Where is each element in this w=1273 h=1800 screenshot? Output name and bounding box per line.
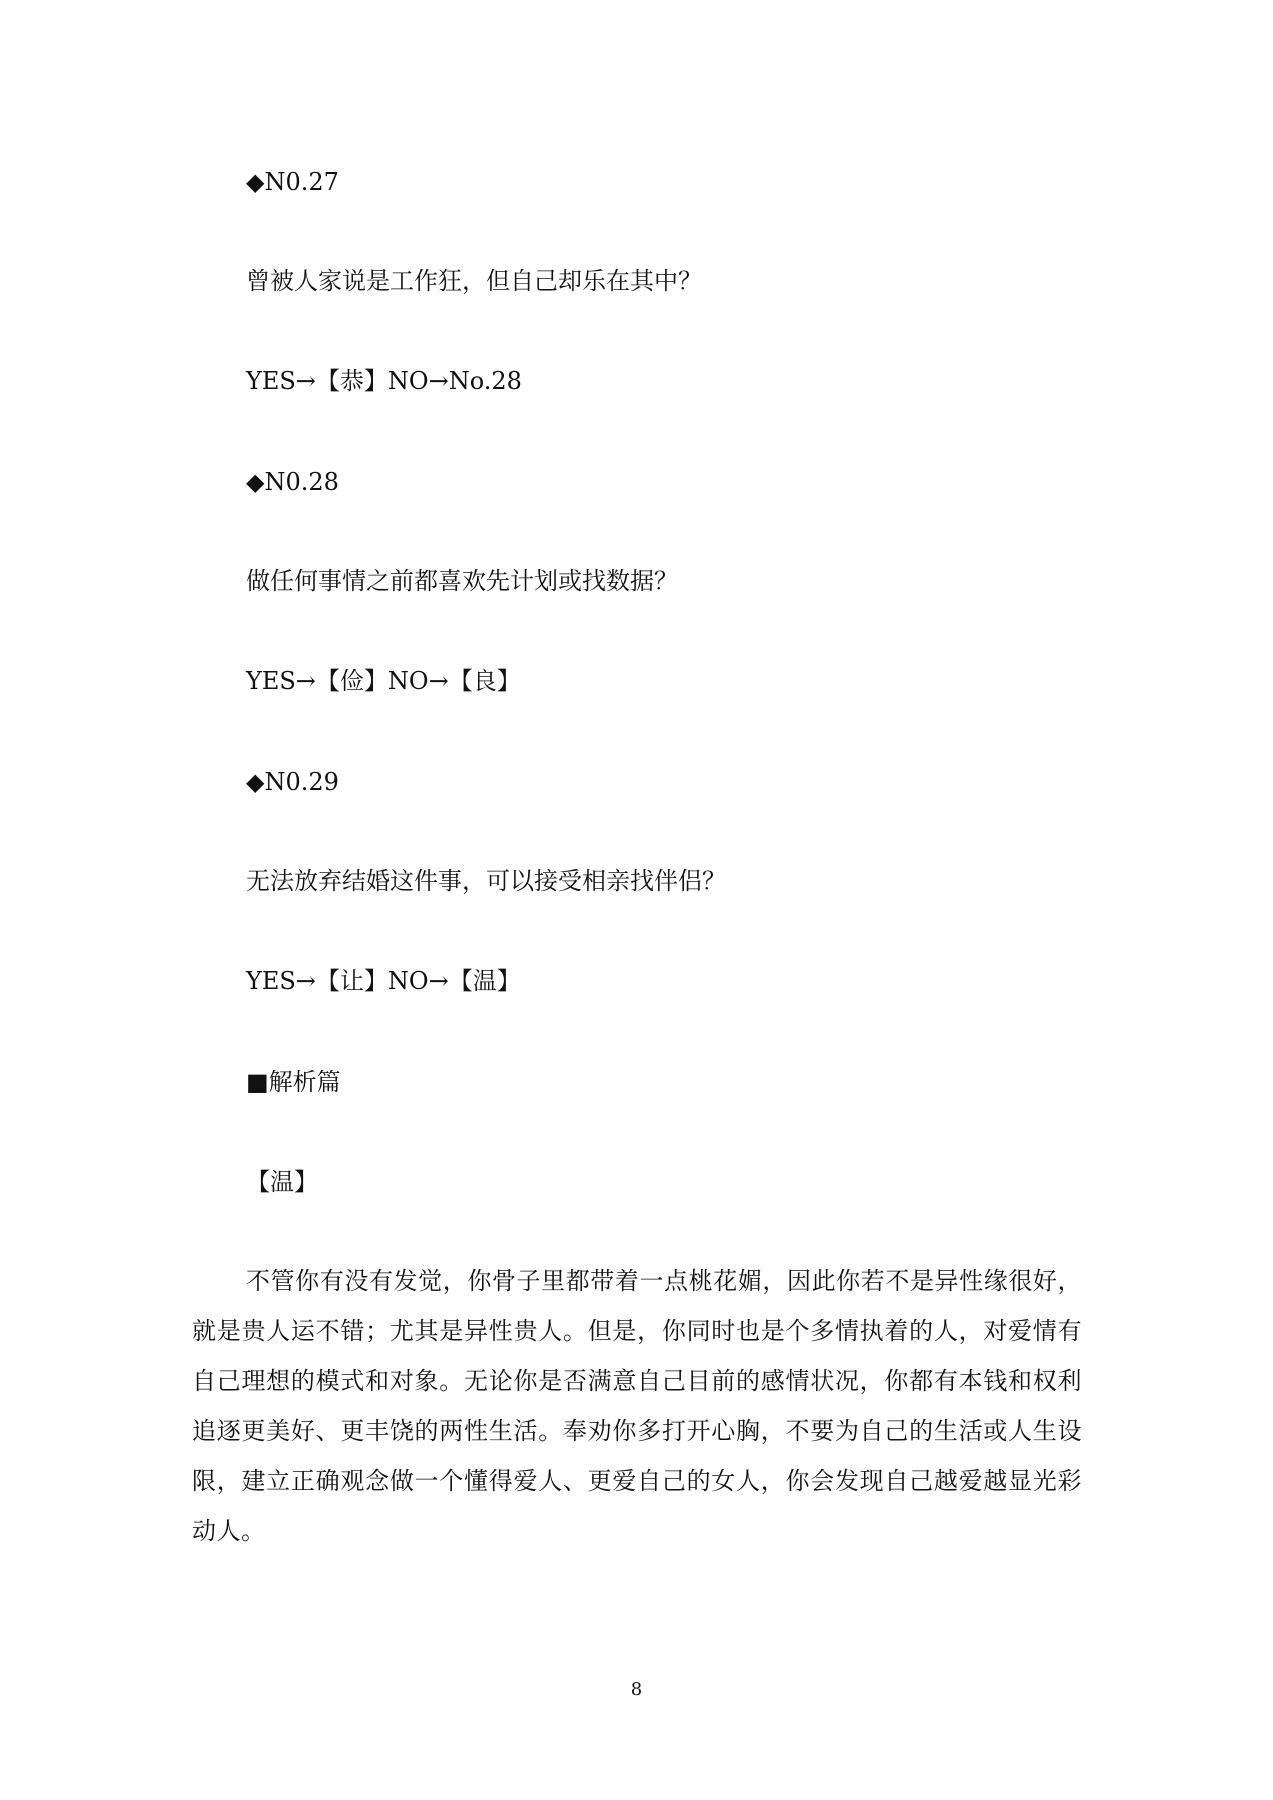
answer-routing-27: YES→【恭】NO→No.28 [246,367,522,395]
question-text-28: 做任何事情之前都喜欢先计划或找数据？ [246,567,678,595]
question-text-27: 曾被人家说是工作狂，但自己却乐在其中？ [246,267,702,295]
question-text-29: 无法放弃结婚这件事，可以接受相亲找伴侣？ [246,867,726,895]
page-number: 8 [630,1679,643,1700]
analysis-heading: ■解析篇 [246,1068,341,1096]
result-title: 【温】 [246,1168,318,1196]
answer-routing-29: YES→【让】NO→【温】 [246,967,521,995]
question-number-29: ◆N0.29 [246,768,339,796]
question-number-28: ◆N0.28 [246,468,339,496]
question-number-27: ◆N0.27 [246,168,339,196]
analysis-paragraph: 不管你有没有发觉，你骨子里都带着一点桃花媚，因此你若不是异性缘很好，就是贵人运不错；尤其是异性贵人。但是，你同时也是个多情执着的人，对爱情有自己理想的模式和对象。无论你是否满意自己目前的感情状况，你都有本钱和权利追逐更美好、更丰饶的两性生活。奉劝你多打开心胸，不要为自己的生活或人生设限，建立正确观念做一个懂得爱人、更爱自己的女人，你会发现自己越爱越显光彩动人。 [192,1267,1082,1545]
answer-routing-28: YES→【俭】NO→【良】 [246,667,521,695]
